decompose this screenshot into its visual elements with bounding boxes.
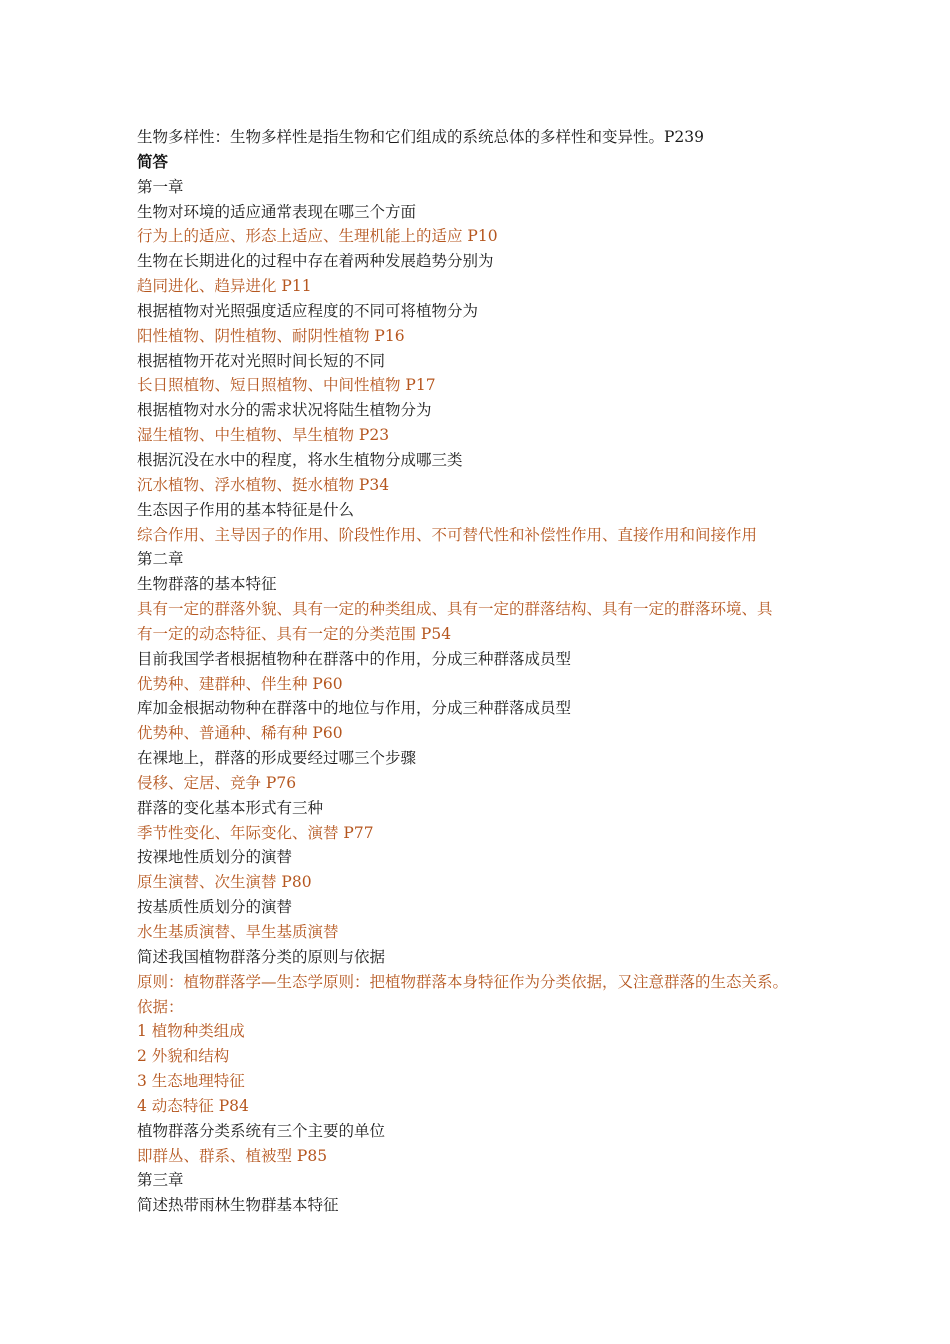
answer-line: 趋同进化、趋异进化 P11 (137, 277, 312, 296)
answer-line: 1 植物种类组成 (137, 1022, 245, 1041)
question-line: 生物群落的基本特征 (137, 575, 277, 594)
answer-line: 综合作用、主导因子的作用、阶段性作用、不可替代性和补偿性作用、直接作用和间接作用 (137, 525, 758, 544)
answer-line: 4 动态特征 P84 (137, 1096, 249, 1115)
document-page (137, 125, 857, 1218)
question-line: 生物在长期进化的过程中存在着两种发展趋势分别为 (137, 252, 494, 271)
answer-line: 3 生态地理特征 (137, 1072, 245, 1091)
question-line: 生物对环境的适应通常表现在哪三个方面 (137, 202, 417, 221)
answer-line: 优势种、建群种、伴生种 P60 (137, 674, 343, 693)
answer-line: 优势种、普通种、稀有种 P60 (137, 724, 343, 743)
answer-line: 湿生植物、中生植物、旱生植物 P23 (137, 426, 390, 445)
answer-line: 沉水植物、浮水植物、挺水植物 P34 (137, 475, 390, 494)
question-line: 植物群落分类系统有三个主要的单位 (137, 1121, 386, 1140)
question-line: 根据植物对水分的需求状况将陆生植物分为 (137, 401, 432, 420)
question-line: 按裸地性质划分的演替 (137, 848, 293, 867)
question-line: 目前我国学者根据植物种在群落中的作用，分成三种群落成员型 (137, 649, 572, 668)
answer-line: 长日照植物、短日照植物、中间性植物 P17 (137, 376, 436, 395)
question-line: 根据沉没在水中的程度，将水生植物分成哪三类 (137, 450, 463, 469)
answer-line: 具有一定的群落外貌、具有一定的种类组成、具有一定的群落结构、具有一定的群落环境、具 (137, 600, 773, 619)
question-line: 根据植物开花对光照时间长短的不同 (137, 351, 386, 370)
answer-line: 依据： (137, 997, 184, 1016)
question-line: 第一章 (137, 177, 184, 196)
answer-line: 即群丛、群系、植被型 P85 (137, 1146, 328, 1165)
question-line: 生态因子作用的基本特征是什么 (137, 500, 355, 519)
question-line: 简述我国植物群落分类的原则与依据 (137, 947, 386, 966)
answer-line: 有一定的动态特征、具有一定的分类范围 P54 (137, 624, 452, 643)
question-line: 第三章 (137, 1171, 184, 1190)
answer-line: 行为上的适应、形态上适应、生理机能上的适应 P10 (137, 227, 498, 246)
question-line: 根据植物对光照强度适应程度的不同可将植物分为 (137, 301, 479, 320)
question-line: 第二章 (137, 550, 184, 569)
question-line: 在裸地上，群落的形成要经过哪三个步骤 (137, 749, 417, 768)
answer-line: 原则：植物群落学—生态学原则：把植物群落本身特征作为分类依据，又注意群落的生态关系。 (137, 972, 789, 991)
document-body (137, 125, 857, 1218)
answer-line: 阳性植物、阴性植物、耐阴性植物 P16 (137, 326, 405, 345)
answer-line: 2 外貌和结构 (137, 1047, 230, 1066)
answer-line: 季节性变化、年际变化、演替 P77 (137, 823, 374, 842)
question-line: 简述热带雨林生物群基本特征 (137, 1196, 339, 1215)
answer-line: 水生基质演替、旱生基质演替 (137, 923, 339, 941)
question-line: 生物多样性：生物多样性是指生物和它们组成的系统总体的多样性和变异性。P239 (137, 128, 705, 146)
section-heading: 简答 (137, 151, 169, 171)
answer-line: 侵移、定居、竞争 P76 (137, 773, 297, 792)
question-line: 群落的变化基本形式有三种 (137, 798, 324, 817)
question-line: 库加金根据动物种在群落中的地位与作用，分成三种群落成员型 (137, 699, 572, 718)
question-line: 按基质性质划分的演替 (137, 898, 293, 917)
answer-line: 原生演替、次生演替 P80 (137, 873, 312, 892)
